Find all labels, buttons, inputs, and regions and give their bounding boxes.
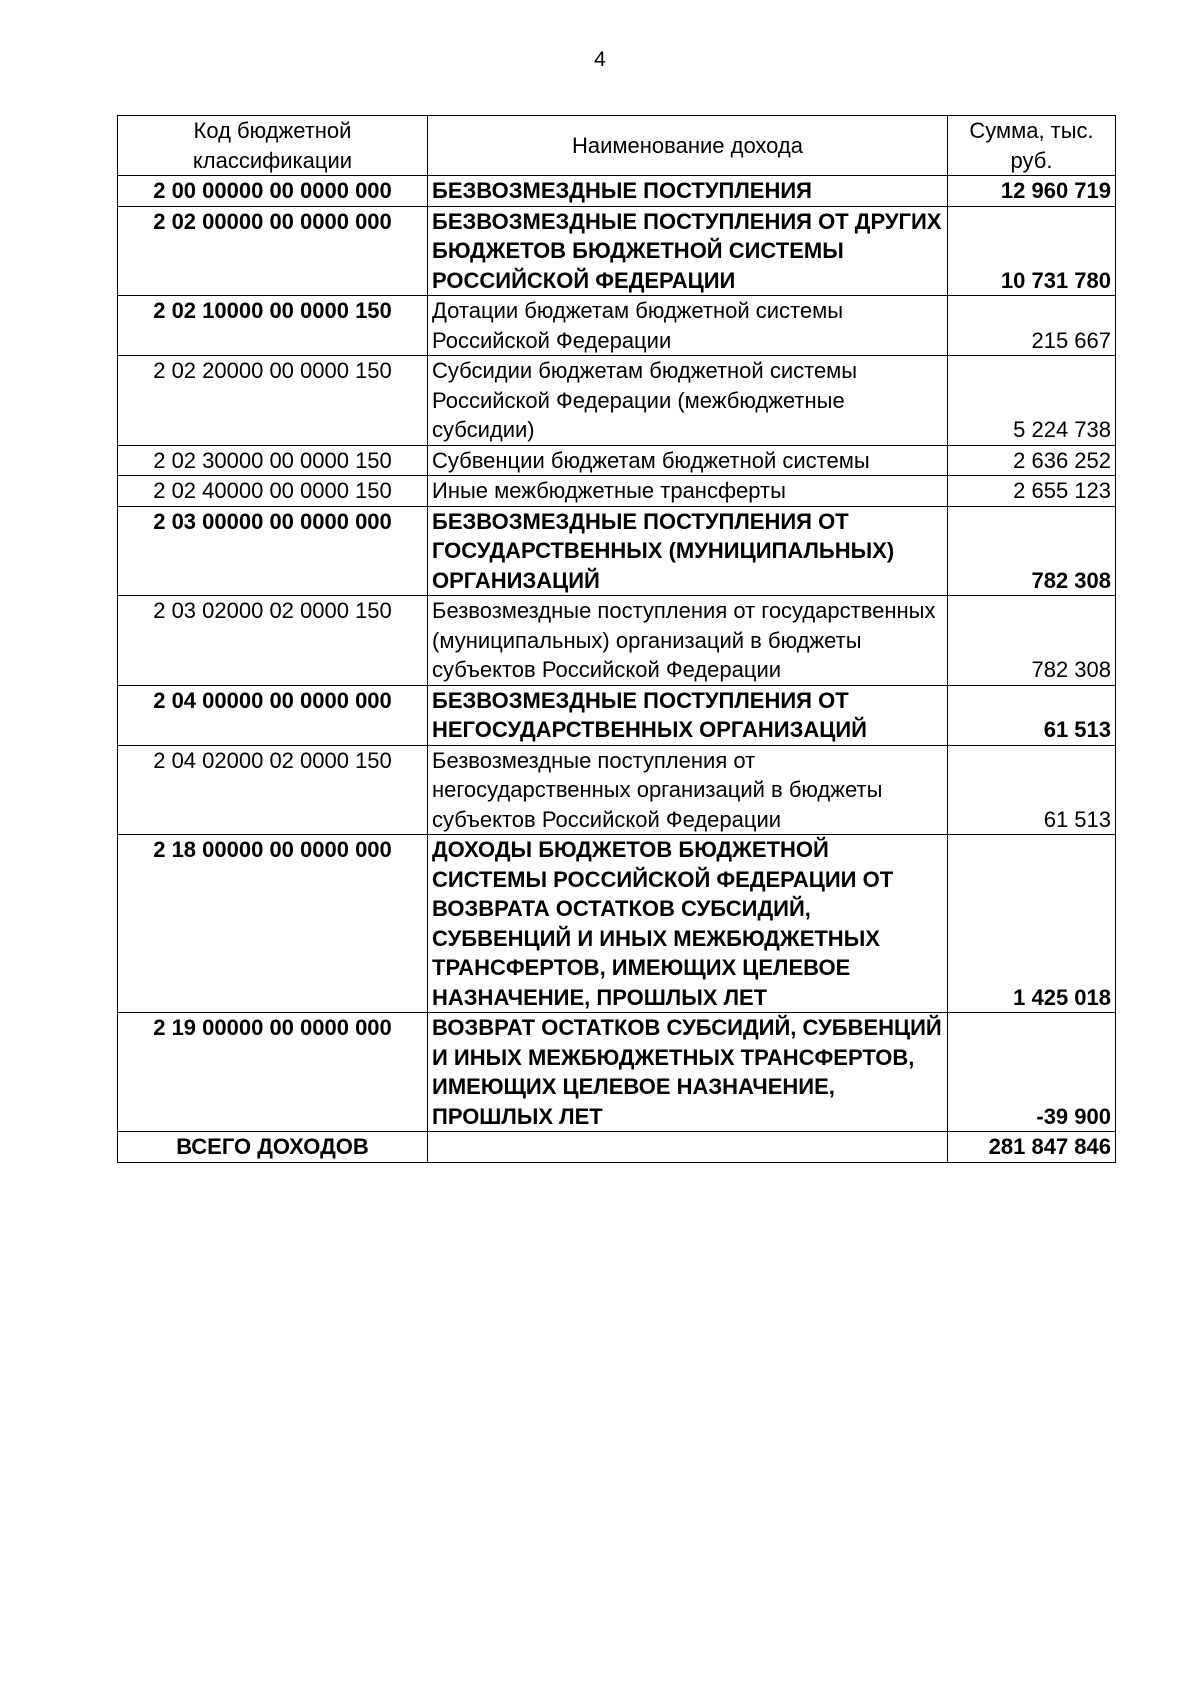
table-row xyxy=(118,176,1116,207)
row-name: ДОХОДЫ БЮДЖЕТОВ БЮДЖЕТНОЙ СИСТЕМЫ РОССИЙСКОЙ ФЕДЕРАЦИИ ОТ ВОЗВРАТА ОСТАТКОВ СУБСИДИЙ, СУБВЕНЦИЙ И ИНЫХ МЕЖБЮДЖЕТНЫХ ТРАНСФЕРТОВ, ИМЕЮЩИХ ЦЕЛЕВОЕ НАЗНАЧЕНИЕ, ПРОШЛЫХ ЛЕТ xyxy=(428,835,948,1013)
row-name: Иные межбюджетные трансферты xyxy=(428,476,948,507)
row-name: Субвенции бюджетам бюджетной системы xyxy=(428,445,948,476)
row-code: 2 02 40000 00 0000 150 xyxy=(118,476,428,507)
row-code: 2 00 00000 00 0000 000 xyxy=(118,176,428,207)
table-row xyxy=(118,476,1116,507)
table-row xyxy=(118,356,1116,446)
row-sum: 782 308 xyxy=(948,596,1116,686)
row-code: 2 19 00000 00 0000 000 xyxy=(118,1013,428,1132)
row-sum: -39 900 xyxy=(948,1013,1116,1132)
row-name: БЕЗВОЗМЕЗДНЫЕ ПОСТУПЛЕНИЯ xyxy=(428,176,948,207)
row-sum: 1 425 018 xyxy=(948,835,1116,1013)
row-name: Безвозмездные поступления от государственных (муниципальных) организаций в бюджеты субъектов Российской Федерации xyxy=(428,596,948,686)
table-row xyxy=(118,685,1116,745)
table-row xyxy=(118,596,1116,686)
row-name: Безвозмездные поступления от негосударственных организаций в бюджеты субъектов Российской Федерации xyxy=(428,745,948,835)
header-code: Код бюджетной классификации xyxy=(118,116,428,176)
row-code: 2 18 00000 00 0000 000 xyxy=(118,835,428,1013)
row-sum: 782 308 xyxy=(948,506,1116,596)
row-code: 2 02 30000 00 0000 150 xyxy=(118,445,428,476)
row-name: БЕЗВОЗМЕЗДНЫЕ ПОСТУПЛЕНИЯ ОТ ГОСУДАРСТВЕННЫХ (МУНИЦИПАЛЬНЫХ) ОРГАНИЗАЦИЙ xyxy=(428,506,948,596)
row-sum: 2 636 252 xyxy=(948,445,1116,476)
row-code: 2 04 02000 02 0000 150 xyxy=(118,745,428,835)
row-sum: 61 513 xyxy=(948,685,1116,745)
row-code: 2 02 20000 00 0000 150 xyxy=(118,356,428,446)
row-name: ВОЗВРАТ ОСТАТКОВ СУБСИДИЙ, СУБВЕНЦИЙ И ИНЫХ МЕЖБЮДЖЕТНЫХ ТРАНСФЕРТОВ, ИМЕЮЩИХ ЦЕЛЕВОЕ НАЗНАЧЕНИЕ, ПРОШЛЫХ ЛЕТ xyxy=(428,1013,948,1132)
row-code: 2 02 00000 00 0000 000 xyxy=(118,206,428,296)
row-sum: 215 667 xyxy=(948,296,1116,356)
row-sum: 5 224 738 xyxy=(948,356,1116,446)
row-sum: 2 655 123 xyxy=(948,476,1116,507)
table-row xyxy=(118,1013,1116,1132)
row-code: 2 03 00000 00 0000 000 xyxy=(118,506,428,596)
row-name: БЕЗВОЗМЕЗДНЫЕ ПОСТУПЛЕНИЯ ОТ ДРУГИХ БЮДЖЕТОВ БЮДЖЕТНОЙ СИСТЕМЫ РОССИЙСКОЙ ФЕДЕРАЦИИ xyxy=(428,206,948,296)
total-row xyxy=(118,1132,1116,1163)
table-header-row xyxy=(118,116,1116,176)
table-row xyxy=(118,745,1116,835)
table-row xyxy=(118,835,1116,1013)
row-sum: 10 731 780 xyxy=(948,206,1116,296)
table-row xyxy=(118,206,1116,296)
table-row xyxy=(118,506,1116,596)
row-code: 2 03 02000 02 0000 150 xyxy=(118,596,428,686)
row-sum: 12 960 719 xyxy=(948,176,1116,207)
row-code: 2 02 10000 00 0000 150 xyxy=(118,296,428,356)
table-row xyxy=(118,296,1116,356)
table-row xyxy=(118,445,1116,476)
row-name: БЕЗВОЗМЕЗДНЫЕ ПОСТУПЛЕНИЯ ОТ НЕГОСУДАРСТВЕННЫХ ОРГАНИЗАЦИЙ xyxy=(428,685,948,745)
revenue-table xyxy=(117,115,1116,1163)
page-number: 4 xyxy=(594,48,606,71)
header-sum: Сумма, тыс. руб. xyxy=(948,116,1116,176)
row-sum: 61 513 xyxy=(948,745,1116,835)
total-name xyxy=(428,1132,948,1163)
header-name: Наименование дохода xyxy=(428,116,948,176)
row-code: 2 04 00000 00 0000 000 xyxy=(118,685,428,745)
row-name: Дотации бюджетам бюджетной системы Российской Федерации xyxy=(428,296,948,356)
total-sum: 281 847 846 xyxy=(948,1132,1116,1163)
row-name: Субсидии бюджетам бюджетной системы Российской Федерации (межбюджетные субсидии) xyxy=(428,356,948,446)
total-label: ВСЕГО ДОХОДОВ xyxy=(118,1132,428,1163)
